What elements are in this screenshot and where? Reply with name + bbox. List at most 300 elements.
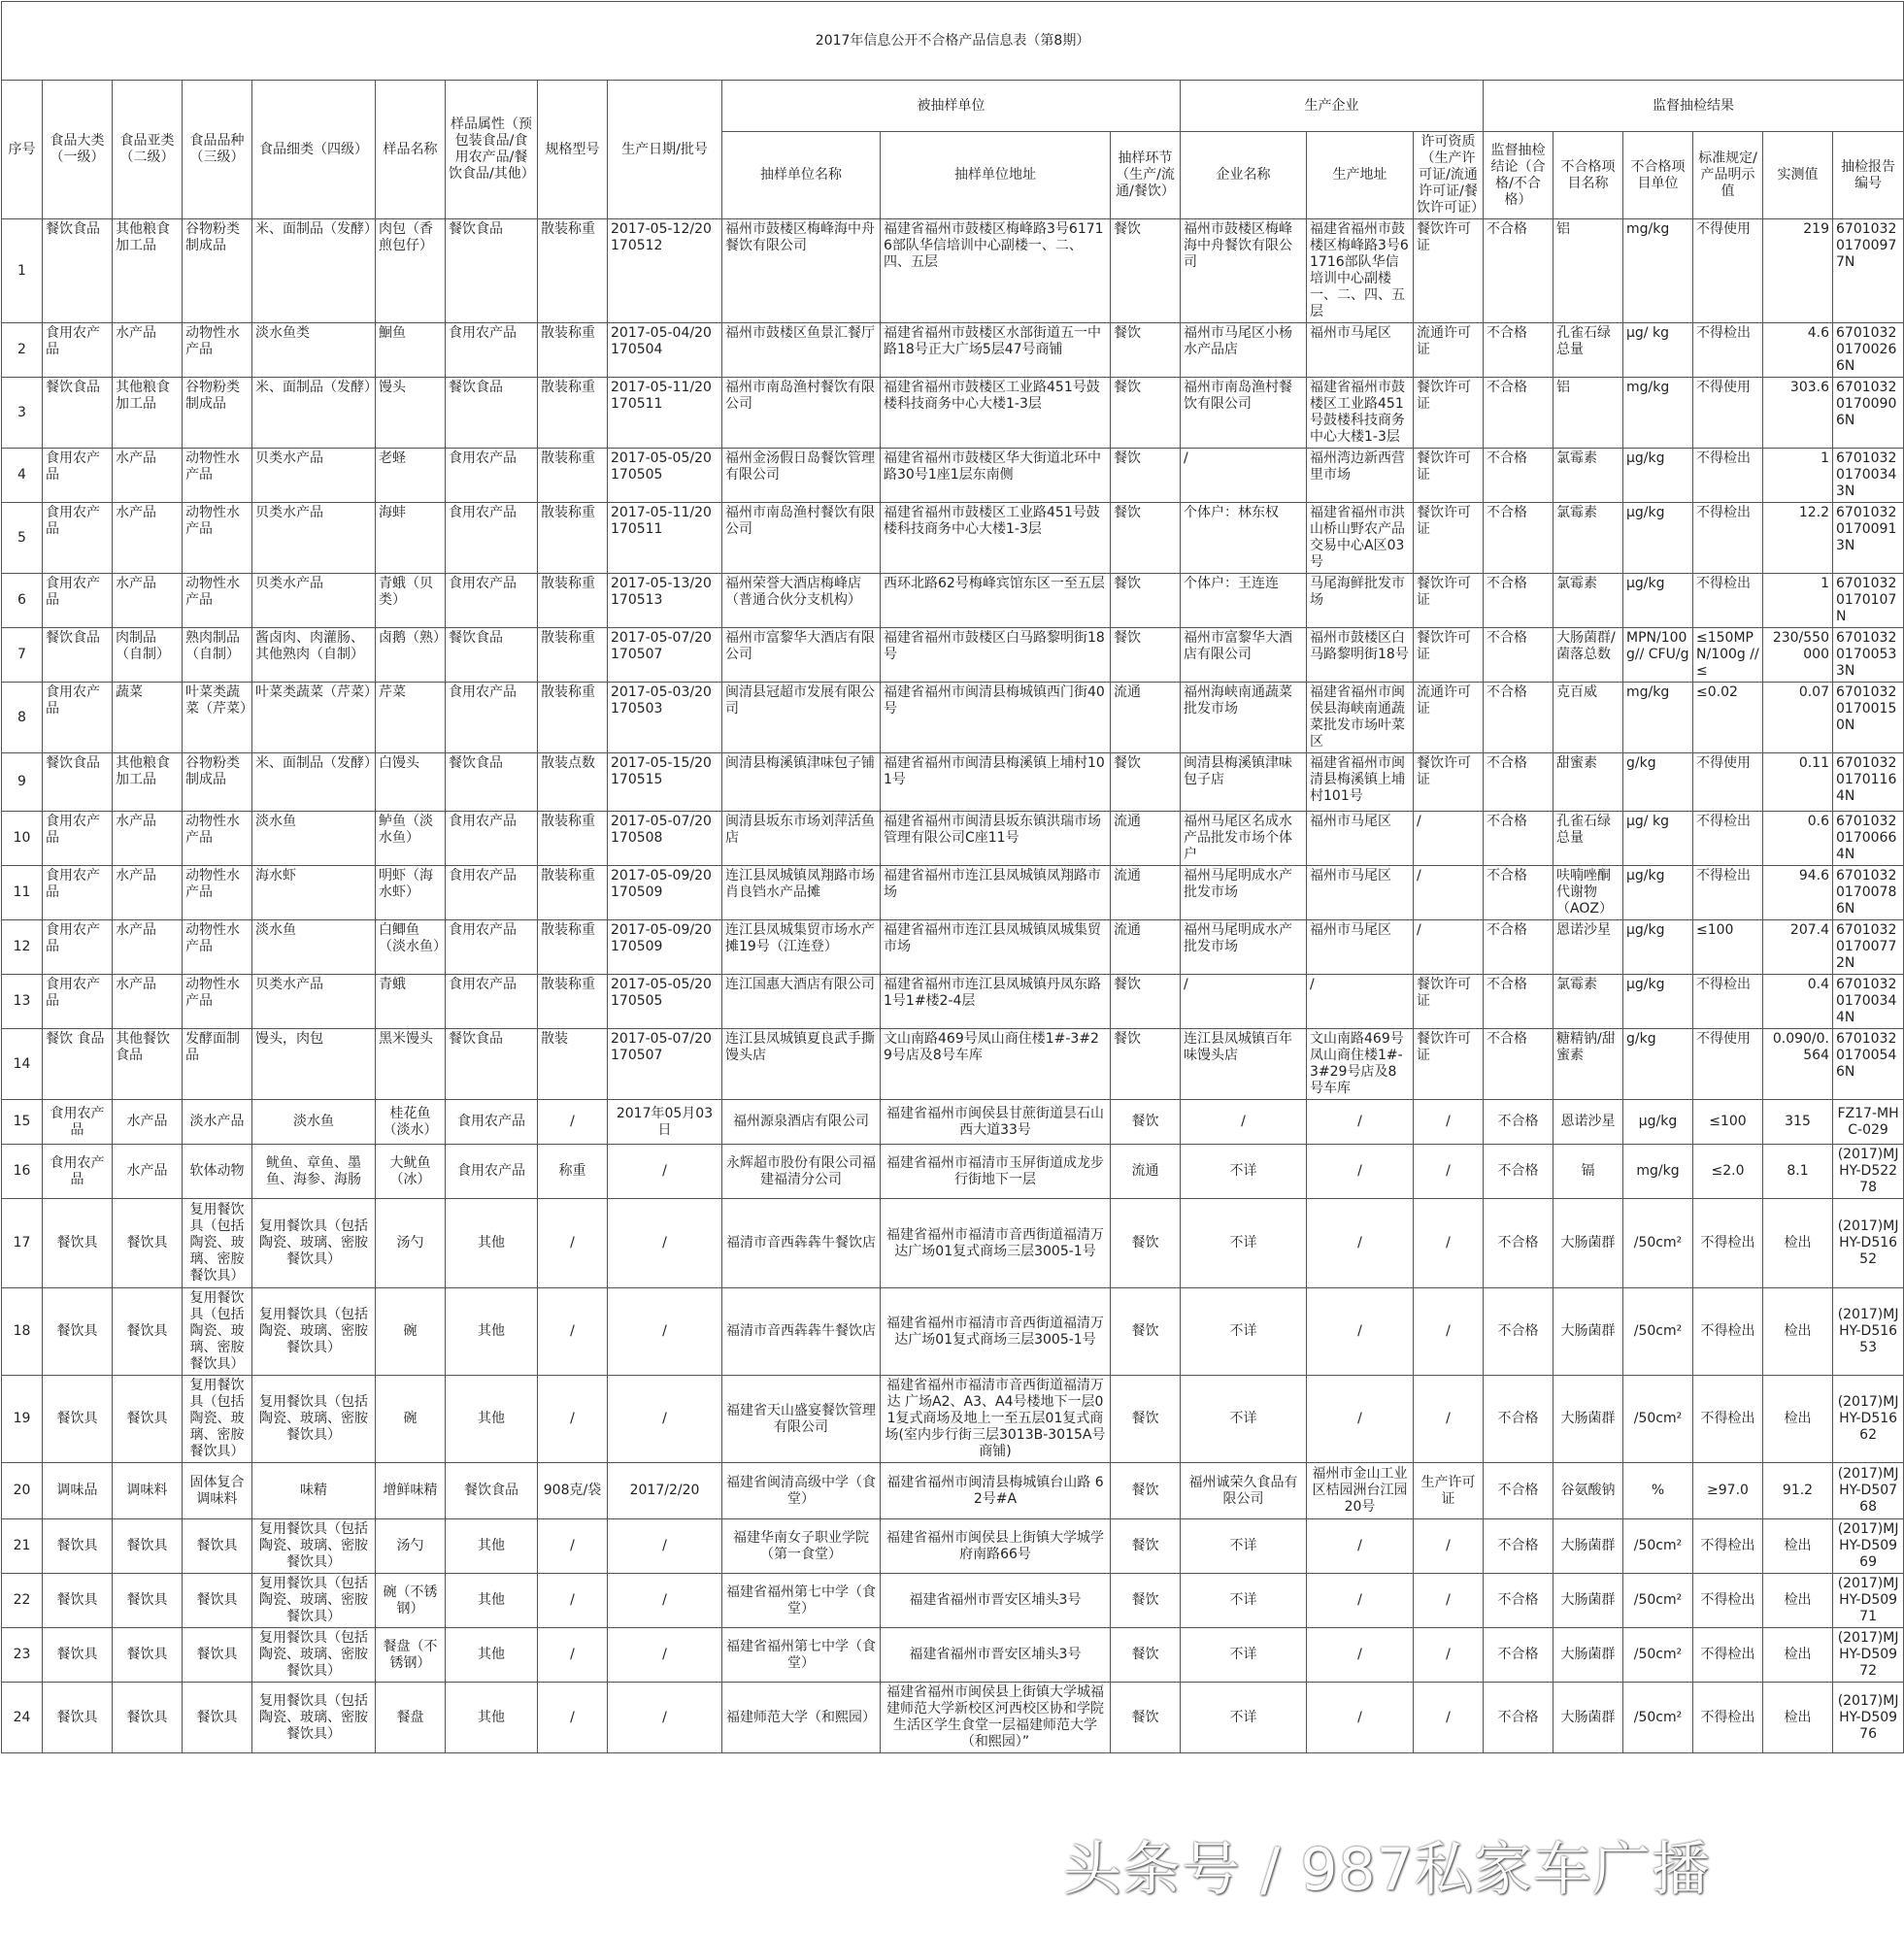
cell-failed-item: 大肠菌群 bbox=[1553, 1683, 1623, 1753]
cell-report-no: (2017)MJHY-D50976 bbox=[1833, 1683, 1904, 1753]
cell-spec: / bbox=[538, 1288, 608, 1376]
cell-cat2: 其他粮食加工品 bbox=[113, 219, 183, 323]
cell-sample-attr: 其他 bbox=[446, 1288, 538, 1376]
cell-spec: 称重 bbox=[538, 1145, 608, 1199]
cell-cat1: 食用农产品 bbox=[43, 975, 113, 1029]
cell-sample-attr: 其他 bbox=[446, 1683, 538, 1753]
cell-cat4: 米、面制品（发酵） bbox=[252, 378, 376, 449]
cell-standard: 不得检出 bbox=[1693, 503, 1763, 574]
cell-cat3: 复用餐饮具（包括陶瓷、玻璃、密胺餐饮具） bbox=[183, 1288, 252, 1376]
table-row bbox=[2, 753, 1904, 812]
cell-cat2: 水产品 bbox=[113, 449, 183, 503]
cell-cat4: 复用餐饮具（包括陶瓷、玻璃、密胺餐饮具） bbox=[252, 1519, 376, 1574]
cell-sampled-name: 福州市鼓楼区鱼景汇餐厅 bbox=[722, 323, 881, 378]
cell-cat4: 酱卤肉、肉灌肠、其他熟肉（自制） bbox=[252, 628, 376, 683]
cell-license: / bbox=[1414, 1628, 1484, 1683]
cell-sampled-name: 永辉超市股份有限公司福建福清分公司 bbox=[722, 1145, 881, 1199]
cell-producer-addr: 福州市马尾区 bbox=[1307, 866, 1414, 920]
cell-measured: 12.2 bbox=[1763, 503, 1833, 574]
cell-failed-item: 大肠菌群 bbox=[1553, 1628, 1623, 1683]
cell-sampled-addr: 福建省福州市闽侯县上街镇大学城学府南路66号 bbox=[881, 1519, 1111, 1574]
cell-prod-date: / bbox=[608, 1376, 722, 1463]
cell-sampled-addr: 福建省福州市闽侯县上街镇大学城福建师范大学新校区河西校区协和学院生活区学生食堂一层福建师范大学（和熙园）” bbox=[881, 1683, 1111, 1753]
cell-standard: 不得检出 bbox=[1693, 1574, 1763, 1628]
cell-measured: 91.2 bbox=[1763, 1463, 1833, 1519]
cell-sampled-addr: 福建省福州市闽清县梅城镇台山路 62号#A bbox=[881, 1463, 1111, 1519]
cell-prod-date: 2017-05-09/20170509 bbox=[608, 920, 722, 975]
cell-conclusion: 不合格 bbox=[1484, 1683, 1553, 1753]
header-producer-group: 生产企业 bbox=[1181, 81, 1484, 132]
cell-seq: 24 bbox=[2, 1683, 43, 1753]
header-conclusion: 监督抽检结论（合格/不合格） bbox=[1484, 132, 1553, 219]
cell-conclusion: 不合格 bbox=[1484, 866, 1553, 920]
cell-cat3: 熟肉制品（自制） bbox=[183, 628, 252, 683]
nonconforming-products-table bbox=[1, 1, 1904, 1753]
cell-cat3: 餐饮具 bbox=[183, 1683, 252, 1753]
cell-cat3: 发酵面制品 bbox=[183, 1029, 252, 1100]
cell-sampled-name: 连江县凤城集贸市场水产摊19号（江连登） bbox=[722, 920, 881, 975]
cell-cat4: 贝类水产品 bbox=[252, 449, 376, 503]
cell-report-no: 670103201700150N bbox=[1833, 683, 1904, 753]
cell-conclusion: 不合格 bbox=[1484, 574, 1553, 628]
cell-cat1: 餐饮具 bbox=[43, 1574, 113, 1628]
cell-producer-addr: / bbox=[1307, 1145, 1414, 1199]
cell-producer-name: 福州马尾区名成水产品批发市场个体户 bbox=[1181, 812, 1307, 866]
cell-report-no: (2017)MJHY-D51652 bbox=[1833, 1199, 1904, 1288]
header-seq: 序号 bbox=[2, 81, 43, 219]
cell-sample-name: 明虾（海水虾） bbox=[376, 866, 446, 920]
cell-standard: ≤150MPN/100g //≤ bbox=[1693, 628, 1763, 683]
cell-cat3: 动物性水产品 bbox=[183, 323, 252, 378]
cell-producer-addr: 福建省福州市鼓楼区梅峰路3号61716部队华信培训中心副楼一、二、四、五层 bbox=[1307, 219, 1414, 323]
cell-cat2: 水产品 bbox=[113, 975, 183, 1029]
cell-cat1: 餐饮具 bbox=[43, 1199, 113, 1288]
cell-producer-name: 福州马尾明成水产批发市场 bbox=[1181, 866, 1307, 920]
cell-standard: 不得检出 bbox=[1693, 1288, 1763, 1376]
cell-cat4: 米、面制品（发酵） bbox=[252, 219, 376, 323]
cell-sample-attr: 其他 bbox=[446, 1628, 538, 1683]
cell-producer-addr: 文山南路469号凤山商住楼1#-3#29号店及8号车库 bbox=[1307, 1029, 1414, 1100]
cell-seq: 6 bbox=[2, 574, 43, 628]
cell-cat2: 水产品 bbox=[113, 323, 183, 378]
cell-failed-item: 氯霉素 bbox=[1553, 574, 1623, 628]
cell-standard: 不得检出 bbox=[1693, 1199, 1763, 1288]
cell-seq: 20 bbox=[2, 1463, 43, 1519]
cell-sampled-name: 连江县凤城镇凤翔路市场肖良铛水产品摊 bbox=[722, 866, 881, 920]
cell-cat1: 调味品 bbox=[43, 1463, 113, 1519]
cell-prod-date: / bbox=[608, 1683, 722, 1753]
cell-spec: / bbox=[538, 1100, 608, 1145]
cell-sampled-addr: 福建省福州市晋安区埔头3号 bbox=[881, 1628, 1111, 1683]
cell-cat2: 其他粮食加工品 bbox=[113, 753, 183, 812]
cell-failed-unit: mg/kg bbox=[1623, 219, 1693, 323]
cell-producer-name: 福州市鼓楼区梅峰海中舟餐饮有限公司 bbox=[1181, 219, 1307, 323]
cell-prod-date: 2017-05-12/20170512 bbox=[608, 219, 722, 323]
cell-sampled-name: 福清市音西犇犇牛餐饮店 bbox=[722, 1288, 881, 1376]
cell-cat1: 餐饮具 bbox=[43, 1376, 113, 1463]
cell-seq: 17 bbox=[2, 1199, 43, 1288]
cell-spec: / bbox=[538, 1199, 608, 1288]
cell-stage: 餐饮 bbox=[1111, 1463, 1181, 1519]
cell-prod-date: / bbox=[608, 1199, 722, 1288]
cell-producer-addr: / bbox=[1307, 1519, 1414, 1574]
cell-stage: 流通 bbox=[1111, 1145, 1181, 1199]
cell-producer-addr: / bbox=[1307, 1683, 1414, 1753]
cell-producer-addr: 福州市马尾区 bbox=[1307, 920, 1414, 975]
cell-cat2: 水产品 bbox=[113, 574, 183, 628]
cell-cat1: 食用农产品 bbox=[43, 503, 113, 574]
cell-standard: 不得检出 bbox=[1693, 323, 1763, 378]
cell-sample-attr: 其他 bbox=[446, 1376, 538, 1463]
header-license: 许可资质（生产许可证/流通许可证/餐饮许可证） bbox=[1414, 132, 1484, 219]
cell-sample-attr: 食用农产品 bbox=[446, 574, 538, 628]
cell-sample-name: 老蛏 bbox=[376, 449, 446, 503]
cell-stage: 餐饮 bbox=[1111, 574, 1181, 628]
cell-failed-item: 大肠菌群 bbox=[1553, 1199, 1623, 1288]
cell-conclusion: 不合格 bbox=[1484, 449, 1553, 503]
cell-cat4: 贝类水产品 bbox=[252, 574, 376, 628]
cell-sample-attr: 餐饮食品 bbox=[446, 219, 538, 323]
cell-license: / bbox=[1414, 1199, 1484, 1288]
cell-conclusion: 不合格 bbox=[1484, 1628, 1553, 1683]
cell-cat3: 叶菜类蔬菜（芹菜） bbox=[183, 683, 252, 753]
cell-report-no: 670103201700343N bbox=[1833, 449, 1904, 503]
cell-cat4: 淡水鱼 bbox=[252, 812, 376, 866]
cell-cat3: 动物性水产品 bbox=[183, 503, 252, 574]
cell-standard: 不得检出 bbox=[1693, 866, 1763, 920]
cell-standard: 不得检出 bbox=[1693, 1519, 1763, 1574]
cell-cat3: 谷物粉类制成品 bbox=[183, 753, 252, 812]
cell-sample-attr: 食用农产品 bbox=[446, 503, 538, 574]
cell-report-no: 670103201700533N bbox=[1833, 628, 1904, 683]
cell-license: 生产许可证 bbox=[1414, 1463, 1484, 1519]
cell-license: / bbox=[1414, 1145, 1484, 1199]
cell-sample-attr: 餐饮食品 bbox=[446, 1463, 538, 1519]
cell-report-no: 670103201701164N bbox=[1833, 753, 1904, 812]
cell-sampled-addr: 福建省福州市福清市音西街道福清万达 广场A2、A3、A4号楼地下一层01复式商场及地上一至五层01复式商场(室内步行街三层3013B-3015A号商铺) bbox=[881, 1376, 1111, 1463]
cell-spec: / bbox=[538, 1628, 608, 1683]
cell-prod-date: 2017-05-07/20170507 bbox=[608, 1029, 722, 1100]
cell-sample-attr: 食用农产品 bbox=[446, 1100, 538, 1145]
cell-sample-attr: 食用农产品 bbox=[446, 866, 538, 920]
cell-sample-name: 青蛾（贝类） bbox=[376, 574, 446, 628]
header-report-no: 抽检报告编号 bbox=[1833, 132, 1904, 219]
cell-sample-name: 白馒头 bbox=[376, 753, 446, 812]
header-prod-date: 生产日期/批号 bbox=[608, 81, 722, 219]
cell-cat3: 动物性水产品 bbox=[183, 449, 252, 503]
cell-report-no: 670103201700266N bbox=[1833, 323, 1904, 378]
cell-spec: 散装称重 bbox=[538, 975, 608, 1029]
cell-measured: 303.6 bbox=[1763, 378, 1833, 449]
header-sampled-addr: 抽样单位地址 bbox=[881, 132, 1111, 219]
cell-cat2: 餐饮具 bbox=[113, 1376, 183, 1463]
cell-standard: 不得使用 bbox=[1693, 1029, 1763, 1100]
cell-stage: 餐饮 bbox=[1111, 1288, 1181, 1376]
cell-sampled-addr: 福建省福州市闽清县梅城镇西门街40号 bbox=[881, 683, 1111, 753]
cell-license: 流通许可证 bbox=[1414, 683, 1484, 753]
table-title: 2017年信息公开不合格产品信息表（第8期） bbox=[2, 2, 1904, 81]
cell-stage: 餐饮 bbox=[1111, 1683, 1181, 1753]
cell-stage: 餐饮 bbox=[1111, 378, 1181, 449]
cell-producer-name: 不详 bbox=[1181, 1628, 1307, 1683]
cell-producer-addr: / bbox=[1307, 1288, 1414, 1376]
cell-producer-name: 福州市南岛渔村餐饮有限公司 bbox=[1181, 378, 1307, 449]
cell-sampled-addr: 福建省福州市鼓楼区工业路451号鼓楼科技商务中心大楼1-3层 bbox=[881, 378, 1111, 449]
cell-conclusion: 不合格 bbox=[1484, 1199, 1553, 1288]
cell-measured: 1 bbox=[1763, 574, 1833, 628]
cell-seq: 7 bbox=[2, 628, 43, 683]
cell-sampled-addr: 福建省福州市福清市玉屏街道成龙步行街地下一层 bbox=[881, 1145, 1111, 1199]
cell-producer-addr: 福建省福州市鼓楼区工业路451号鼓楼科技商务中心大楼1-3层 bbox=[1307, 378, 1414, 449]
cell-cat4: 复用餐饮具（包括陶瓷、玻璃、密胺餐饮具） bbox=[252, 1683, 376, 1753]
cell-cat4: 鱿鱼、章鱼、墨鱼、海参、海肠 bbox=[252, 1145, 376, 1199]
table-row bbox=[2, 1376, 1904, 1463]
cell-seq: 22 bbox=[2, 1574, 43, 1628]
header-standard: 标准规定/产品明示值 bbox=[1693, 132, 1763, 219]
cell-cat4: 海水虾 bbox=[252, 866, 376, 920]
table-row bbox=[2, 1288, 1904, 1376]
cell-cat4: 复用餐饮具（包括陶瓷、玻璃、密胺餐饮具） bbox=[252, 1288, 376, 1376]
cell-cat3: 淡水产品 bbox=[183, 1100, 252, 1145]
cell-cat1: 食用农产品 bbox=[43, 449, 113, 503]
cell-prod-date: 2017-05-05/20170505 bbox=[608, 975, 722, 1029]
cell-cat1: 食用农产品 bbox=[43, 683, 113, 753]
header-results-group: 监督抽检结果 bbox=[1484, 81, 1904, 132]
cell-standard: 不得检出 bbox=[1693, 1376, 1763, 1463]
cell-stage: 餐饮 bbox=[1111, 753, 1181, 812]
cell-sampled-name: 福州金汤假日岛餐饮管理有限公司 bbox=[722, 449, 881, 503]
cell-spec: 散装称重 bbox=[538, 219, 608, 323]
cell-license: / bbox=[1414, 1288, 1484, 1376]
cell-failed-item: 大肠菌群 bbox=[1553, 1288, 1623, 1376]
cell-failed-unit: MPN/100g// CFU/g bbox=[1623, 628, 1693, 683]
cell-prod-date: 2017年05月03日 bbox=[608, 1100, 722, 1145]
cell-measured: 4.6 bbox=[1763, 323, 1833, 378]
cell-cat3: 动物性水产品 bbox=[183, 920, 252, 975]
cell-sampled-name: 福建省闽清高级中学（食堂） bbox=[722, 1463, 881, 1519]
cell-measured: 0.4 bbox=[1763, 975, 1833, 1029]
cell-stage: 餐饮 bbox=[1111, 1574, 1181, 1628]
cell-seq: 15 bbox=[2, 1100, 43, 1145]
cell-license: / bbox=[1414, 812, 1484, 866]
cell-prod-date: / bbox=[608, 1519, 722, 1574]
cell-failed-unit: μg/kg bbox=[1623, 449, 1693, 503]
cell-sample-attr: 食用农产品 bbox=[446, 975, 538, 1029]
cell-failed-unit: /50cm² bbox=[1623, 1288, 1693, 1376]
cell-sample-name: 肉包（香煎包仔） bbox=[376, 219, 446, 323]
cell-producer-name: 福州海峡南通蔬菜批发市场 bbox=[1181, 683, 1307, 753]
cell-measured: 315 bbox=[1763, 1100, 1833, 1145]
cell-cat2: 其他餐饮食品 bbox=[113, 1029, 183, 1100]
cell-sample-attr: 餐饮食品 bbox=[446, 753, 538, 812]
cell-failed-item: 克百威 bbox=[1553, 683, 1623, 753]
cell-sampled-name: 福州市南岛渔村餐饮有限公司 bbox=[722, 503, 881, 574]
cell-cat1: 餐饮食品 bbox=[43, 628, 113, 683]
cell-cat4: 淡水鱼类 bbox=[252, 323, 376, 378]
cell-report-no: (2017)MJHY-D50971 bbox=[1833, 1574, 1904, 1628]
cell-sample-attr: 食用农产品 bbox=[446, 1145, 538, 1199]
cell-report-no: 670103201700906N bbox=[1833, 378, 1904, 449]
cell-producer-name: 福州诚荣久食品有限公司 bbox=[1181, 1463, 1307, 1519]
cell-sampled-name: 连江国惠大酒店有限公司 bbox=[722, 975, 881, 1029]
cell-failed-item: 糖精钠/甜蜜素 bbox=[1553, 1029, 1623, 1100]
cell-conclusion: 不合格 bbox=[1484, 683, 1553, 753]
cell-sampled-name: 福州市南岛渔村餐饮有限公司 bbox=[722, 378, 881, 449]
cell-producer-name: 闽清县梅溪镇津味包子店 bbox=[1181, 753, 1307, 812]
cell-measured: 8.1 bbox=[1763, 1145, 1833, 1199]
cell-failed-unit: μg/kg bbox=[1623, 574, 1693, 628]
cell-measured: 检出 bbox=[1763, 1628, 1833, 1683]
cell-failed-unit: mg/kg bbox=[1623, 1145, 1693, 1199]
cell-standard: ≥97.0 bbox=[1693, 1463, 1763, 1519]
cell-prod-date: 2017-05-15/20170515 bbox=[608, 753, 722, 812]
cell-conclusion: 不合格 bbox=[1484, 1463, 1553, 1519]
cell-sampled-addr: 西环北路62号梅峰宾馆东区一至五层 bbox=[881, 574, 1111, 628]
cell-conclusion: 不合格 bbox=[1484, 628, 1553, 683]
cell-conclusion: 不合格 bbox=[1484, 753, 1553, 812]
cell-seq: 19 bbox=[2, 1376, 43, 1463]
cell-cat2: 水产品 bbox=[113, 503, 183, 574]
cell-cat4: 淡水鱼 bbox=[252, 1100, 376, 1145]
cell-report-no: 670103201700772N bbox=[1833, 920, 1904, 975]
table-row bbox=[2, 683, 1904, 753]
cell-report-no: FZ17-MHC-029 bbox=[1833, 1100, 1904, 1145]
cell-license: 餐饮许可证 bbox=[1414, 449, 1484, 503]
cell-cat2: 餐饮具 bbox=[113, 1288, 183, 1376]
cell-producer-addr: 福州市马尾区 bbox=[1307, 323, 1414, 378]
cell-failed-item: 镉 bbox=[1553, 1145, 1623, 1199]
cell-cat4: 复用餐饮具（包括陶瓷、玻璃、密胺餐饮具） bbox=[252, 1376, 376, 1463]
cell-report-no: (2017)MJHY-D50972 bbox=[1833, 1628, 1904, 1683]
cell-cat4: 贝类水产品 bbox=[252, 975, 376, 1029]
cell-producer-name: 不详 bbox=[1181, 1199, 1307, 1288]
cell-conclusion: 不合格 bbox=[1484, 1519, 1553, 1574]
cell-cat4: 叶菜类蔬菜（芹菜） bbox=[252, 683, 376, 753]
header-sample-attr: 样品属性（预包装食品/食用农产品/餐饮食品/其他） bbox=[446, 81, 538, 219]
cell-sampled-addr: 福建省福州市连江县凤城镇丹凤东路1号1#楼2-4层 bbox=[881, 975, 1111, 1029]
cell-stage: 餐饮 bbox=[1111, 1100, 1181, 1145]
cell-cat3: 固体复合调味料 bbox=[183, 1463, 252, 1519]
table-row bbox=[2, 1628, 1904, 1683]
cell-spec: / bbox=[538, 1574, 608, 1628]
cell-standard: 不得使用 bbox=[1693, 378, 1763, 449]
cell-sample-attr: 其他 bbox=[446, 1519, 538, 1574]
cell-measured: 检出 bbox=[1763, 1288, 1833, 1376]
cell-failed-unit: /50cm² bbox=[1623, 1574, 1693, 1628]
cell-cat3: 动物性水产品 bbox=[183, 975, 252, 1029]
cell-sampled-addr: 福建省福州市鼓楼区工业路451号鼓楼科技商务中心大楼1-3层 bbox=[881, 503, 1111, 574]
cell-cat1: 餐饮 食品 bbox=[43, 1029, 113, 1100]
cell-sample-name: 增鲜味精 bbox=[376, 1463, 446, 1519]
cell-producer-name: / bbox=[1181, 449, 1307, 503]
cell-measured: 207.4 bbox=[1763, 920, 1833, 975]
cell-sampled-addr: 福建省福州市闽清县梅溪镇上埔村101号 bbox=[881, 753, 1111, 812]
cell-producer-addr: 福州市马尾区 bbox=[1307, 812, 1414, 866]
cell-spec: 908克/袋 bbox=[538, 1463, 608, 1519]
cell-report-no: 670103201700977N bbox=[1833, 219, 1904, 323]
cell-cat3: 复用餐饮具（包括陶瓷、玻璃、密胺餐饮具） bbox=[183, 1199, 252, 1288]
table-row bbox=[2, 378, 1904, 449]
cell-conclusion: 不合格 bbox=[1484, 1574, 1553, 1628]
cell-report-no: (2017)MJHY-D51662 bbox=[1833, 1376, 1904, 1463]
cell-report-no: 670103201700344N bbox=[1833, 975, 1904, 1029]
cell-producer-addr: / bbox=[1307, 1376, 1414, 1463]
table-row bbox=[2, 449, 1904, 503]
cell-sample-name: 餐盘（不锈钢） bbox=[376, 1628, 446, 1683]
cell-seq: 14 bbox=[2, 1029, 43, 1100]
header-cat2: 食品亚类（二级） bbox=[113, 81, 183, 219]
table-row bbox=[2, 975, 1904, 1029]
cell-producer-addr: 福州市鼓楼区白马路黎明街18号 bbox=[1307, 628, 1414, 683]
cell-sampled-name: 福建省天山盛宴餐饮管理有限公司 bbox=[722, 1376, 881, 1463]
cell-prod-date: 2017-05-11/20170511 bbox=[608, 378, 722, 449]
cell-cat1: 餐饮食品 bbox=[43, 753, 113, 812]
cell-producer-name: 不详 bbox=[1181, 1519, 1307, 1574]
cell-cat2: 餐饮具 bbox=[113, 1683, 183, 1753]
cell-license: 餐饮许可证 bbox=[1414, 628, 1484, 683]
table-row bbox=[2, 1519, 1904, 1574]
cell-cat4: 复用餐饮具（包括陶瓷、玻璃、密胺餐饮具） bbox=[252, 1199, 376, 1288]
cell-stage: 餐饮 bbox=[1111, 503, 1181, 574]
cell-sampled-addr: 福建省福州市连江县凤城镇凤翔路市场 bbox=[881, 866, 1111, 920]
cell-stage: 流通 bbox=[1111, 866, 1181, 920]
cell-prod-date: 2017-05-11/20170511 bbox=[608, 503, 722, 574]
cell-failed-item: 孔雀石绿总量 bbox=[1553, 812, 1623, 866]
cell-cat3: 餐饮具 bbox=[183, 1628, 252, 1683]
cell-measured: 230/550000 bbox=[1763, 628, 1833, 683]
cell-report-no: 670103201700786N bbox=[1833, 866, 1904, 920]
cell-spec: 散装 bbox=[538, 1029, 608, 1100]
cell-seq: 11 bbox=[2, 866, 43, 920]
cell-cat2: 水产品 bbox=[113, 1145, 183, 1199]
cell-cat4: 米、面制品（发酵） bbox=[252, 753, 376, 812]
cell-failed-unit: /50cm² bbox=[1623, 1628, 1693, 1683]
cell-cat2: 水产品 bbox=[113, 866, 183, 920]
cell-prod-date: 2017-05-09/20170509 bbox=[608, 866, 722, 920]
cell-failed-item: 孔雀石绿总量 bbox=[1553, 323, 1623, 378]
cell-producer-addr: 福建省福州市闽清县梅溪镇上埔村101号 bbox=[1307, 753, 1414, 812]
cell-standard: ≤100 bbox=[1693, 920, 1763, 975]
header-sampled-name: 抽样单位名称 bbox=[722, 132, 881, 219]
cell-sampled-name: 福州市富黎华大酒店有限公司 bbox=[722, 628, 881, 683]
cell-license: 流通许可证 bbox=[1414, 323, 1484, 378]
cell-failed-unit: g/kg bbox=[1623, 753, 1693, 812]
cell-sampled-name: 闽清县梅溪镇津味包子铺 bbox=[722, 753, 881, 812]
cell-conclusion: 不合格 bbox=[1484, 503, 1553, 574]
cell-sampled-name: 连江县凤城镇夏良武手撕馒头店 bbox=[722, 1029, 881, 1100]
cell-license: 餐饮许可证 bbox=[1414, 574, 1484, 628]
table-row bbox=[2, 920, 1904, 975]
cell-conclusion: 不合格 bbox=[1484, 378, 1553, 449]
cell-prod-date: 2017-05-07/20170507 bbox=[608, 628, 722, 683]
cell-prod-date: 2017/2/20 bbox=[608, 1463, 722, 1519]
table-row bbox=[2, 1463, 1904, 1519]
cell-conclusion: 不合格 bbox=[1484, 1288, 1553, 1376]
cell-seq: 2 bbox=[2, 323, 43, 378]
cell-sampled-name: 福清市音西犇犇牛餐饮店 bbox=[722, 1199, 881, 1288]
cell-cat3: 动物性水产品 bbox=[183, 574, 252, 628]
cell-sampled-name: 闽清县坂东市场刘萍活鱼店 bbox=[722, 812, 881, 866]
cell-stage: 餐饮 bbox=[1111, 1628, 1181, 1683]
cell-seq: 8 bbox=[2, 683, 43, 753]
cell-failed-item: 谷氨酸钠 bbox=[1553, 1463, 1623, 1519]
cell-prod-date: / bbox=[608, 1574, 722, 1628]
cell-spec: / bbox=[538, 1376, 608, 1463]
cell-producer-addr: / bbox=[1307, 1574, 1414, 1628]
cell-sample-attr: 餐饮食品 bbox=[446, 628, 538, 683]
cell-failed-item: 大肠菌群 bbox=[1553, 1519, 1623, 1574]
cell-cat1: 餐饮食品 bbox=[43, 219, 113, 323]
